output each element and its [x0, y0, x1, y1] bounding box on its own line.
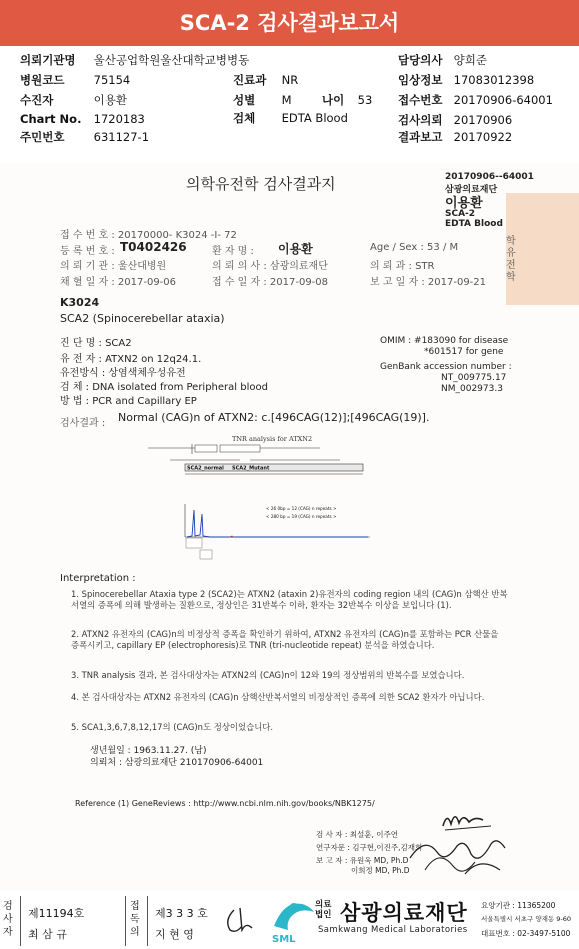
accession-1: NT_009775.17	[441, 373, 507, 383]
divider	[147, 896, 148, 946]
patient-label: 환 자 명 :	[212, 246, 254, 257]
clinical-row: 임상정보 17083012398	[398, 73, 535, 87]
interp-item: 1. Spinocerebellar Ataxia type 2 (SCA2)는 ATXN2 (ataxin 2)유전자의 coding region 내의 (CAG)n 삼핵산 반복서열의 증폭에 의해 발생하는 질환으로, 정상인은 31반복수 이하, 환자는 32반복수 이상을 보입니다 (1).	[71, 589, 508, 610]
repdate-row: 결과보고 20170922	[398, 130, 513, 144]
reviewer-license: 제3 3 3 호	[155, 907, 208, 920]
age-row: 나이 53	[322, 93, 373, 107]
test-name: SCA2 (Spinocerebellar ataxia)	[60, 312, 225, 325]
interp-item: 3. TNR analysis 결과, 본 검사대상자는 ATXN2의 (CAG)n이 12와 19의 정상범위의 반복수를 보였습니다.	[71, 670, 465, 680]
signer-examiner: 검 사 자 : 최설훈, 이주연	[316, 830, 399, 839]
birth-date: 생년월일 : 1963.11.27. (남)	[90, 746, 207, 756]
collection-date: 채 혈 일 자 : 2017-09-06	[60, 277, 177, 288]
figure-bar-mutant: SCA2_Mutant	[232, 465, 270, 472]
specimen: 검 체 : DNA isolated from Peripheral blood	[60, 382, 268, 393]
address: 서울특별시 서초구 양재동 9-60	[481, 915, 572, 923]
age-sex: Age / Sex : 53 / M	[370, 242, 459, 253]
reqdate-row: 검사의뢰 20170906	[398, 113, 513, 127]
report-date: 보 고 일 자 : 2017-09-21	[370, 277, 487, 288]
reviewer-label: 접 독 의	[130, 901, 140, 938]
request-org: 의 뢰 기 관 : 울산대병원	[60, 261, 167, 272]
omim-disease: OMIM : #183090 for disease	[380, 336, 509, 346]
gene: 유 전 자 : ATXN2 on 12q24.1.	[60, 354, 202, 365]
reviewer-signature	[220, 900, 260, 940]
handwritten-signature	[405, 808, 515, 888]
hospcode-row: 병원코드 75154	[20, 73, 131, 87]
patient-name: 이용환	[278, 242, 313, 256]
tag-test: SCA-2	[445, 209, 476, 219]
test-code: K3024	[60, 296, 100, 309]
tag-specimen: EDTA Blood	[445, 219, 503, 229]
requester: 의뢰처 : 삼광의료재단 210170906-64001	[90, 758, 264, 768]
interp-item: 5. SCA1,3,6,7,8,12,17의 (CAG)n도 정상이었습니다.	[71, 722, 274, 732]
request-doctor: 의 뢰 의 사 : 삼광의료재단	[212, 261, 328, 272]
org-name: 삼광의료재단	[340, 901, 468, 925]
main-phone: 대표번호 : 02-3497-5100	[481, 929, 571, 938]
recv-row: 접수번호 20170906-64001	[398, 93, 553, 107]
sml-logo-icon	[268, 896, 320, 948]
figure-bar-normal: SCA2_normal	[187, 465, 224, 472]
examiner-name: 최 삼 규	[28, 928, 67, 941]
org-english: Samkwang Medical Laboratories	[318, 925, 468, 935]
report-header: SCA-2 검사결과보고서	[0, 0, 579, 46]
interpretation-title: Interpretation :	[60, 573, 136, 584]
receipt-date: 접 수 일 자 : 2017-09-08	[212, 277, 329, 288]
reference: Reference (1) GeneReviews : http://www.ncbi.nlm.nih.gov/books/NBK1275/	[75, 799, 375, 808]
sex-row: 성별 M	[233, 93, 292, 107]
examiner-label: 검 사 자	[3, 901, 13, 938]
institution-number: 요양기관 : 11365200	[481, 901, 556, 910]
chart-row: Chart No. 1720183	[20, 112, 145, 126]
side-text: 학 유 전 학	[506, 236, 516, 283]
genbank-label: GenBank accession number :	[380, 362, 512, 372]
figure-peak-1: < 26 0bp = 12 (CAG) n repeats >	[266, 506, 337, 511]
omim-gene: *601517 for gene	[424, 347, 504, 357]
inheritance: 유전방식 : 상염색체우성유전	[60, 368, 186, 379]
doctor-row: 담당의사 양희준	[398, 53, 487, 67]
interp-item: 4. 본 검사대상자는 ATXN2 유전자의 (CAG)n 삼핵산반복서열의 비정상적인 증폭에 의한 SCA2 환자가 아닙니다.	[71, 692, 485, 702]
tag-line2: 삼광의료재단	[445, 185, 498, 195]
divider	[125, 896, 126, 946]
signer-reporter: 보 고 자 : 유원욱 MD, Ph.D	[316, 856, 409, 865]
reviewer-name: 지 현 영	[155, 928, 194, 941]
result-label: 검사결과 :	[60, 418, 106, 429]
divider	[20, 896, 21, 946]
examiner-license: 제11194호	[28, 907, 85, 920]
method: 방 법 : PCR and Capillary EP	[60, 396, 197, 407]
figure-peak-2: < 280 bp = 19 (CAG) n repeats >	[266, 514, 337, 519]
logo-text: SML	[272, 934, 296, 945]
signer-reporter-2: 이희정 MD, Ph.D	[351, 866, 410, 875]
org-prefix: 의료 법인	[315, 900, 332, 920]
signer-advisor: 연구자문 : 김구현,이진주,김재희	[316, 843, 423, 852]
tag-name: 이용환	[445, 196, 483, 211]
rrn-row: 주민번호 631127-1	[20, 130, 150, 144]
receipt-number: 접 수 번 호 : 20170000- K3024 -I- 72	[60, 230, 237, 241]
patient-row: 수진자 이용환	[20, 93, 127, 107]
tnr-analysis-figure	[140, 432, 390, 560]
result-text: Normal (CAG)n of ATXN2: c.[496CAG(12)];[496CAG(19)].	[118, 411, 430, 424]
diagnosis: 진 단 명 : SCA2	[60, 338, 132, 349]
reg-label: 등 록 번 호 :	[60, 246, 115, 257]
paper-title: 의학유전학 검사결과지	[186, 175, 336, 193]
reg-number: T0402426	[120, 240, 187, 254]
highlight-stripe	[506, 193, 579, 305]
test-row: 검체 EDTA Blood	[233, 111, 348, 125]
dept-row: 진료과 NR	[233, 73, 299, 87]
tag-line1: 20170906--64001	[445, 172, 534, 182]
request-type: 의 뢰 과 : STR	[370, 261, 435, 272]
org-row: 의뢰기관명 울산공업학원울산대학교병병동	[20, 53, 250, 67]
figure-title: TNR analysis for ATXN2	[232, 435, 313, 443]
interp-item: 2. ATXN2 유전자의 (CAG)n의 비정상적 증폭을 확인하기 위하여, ATXN2 유전자의 (CAG)n를 포함하는 PCR 산물을 증폭시키고, capillary EP (electrophoresis)로 TNR (tri-nucleotide repeat) 분석을 하였습니다.	[71, 629, 499, 650]
accession-2: NM_002973.3	[441, 384, 503, 394]
